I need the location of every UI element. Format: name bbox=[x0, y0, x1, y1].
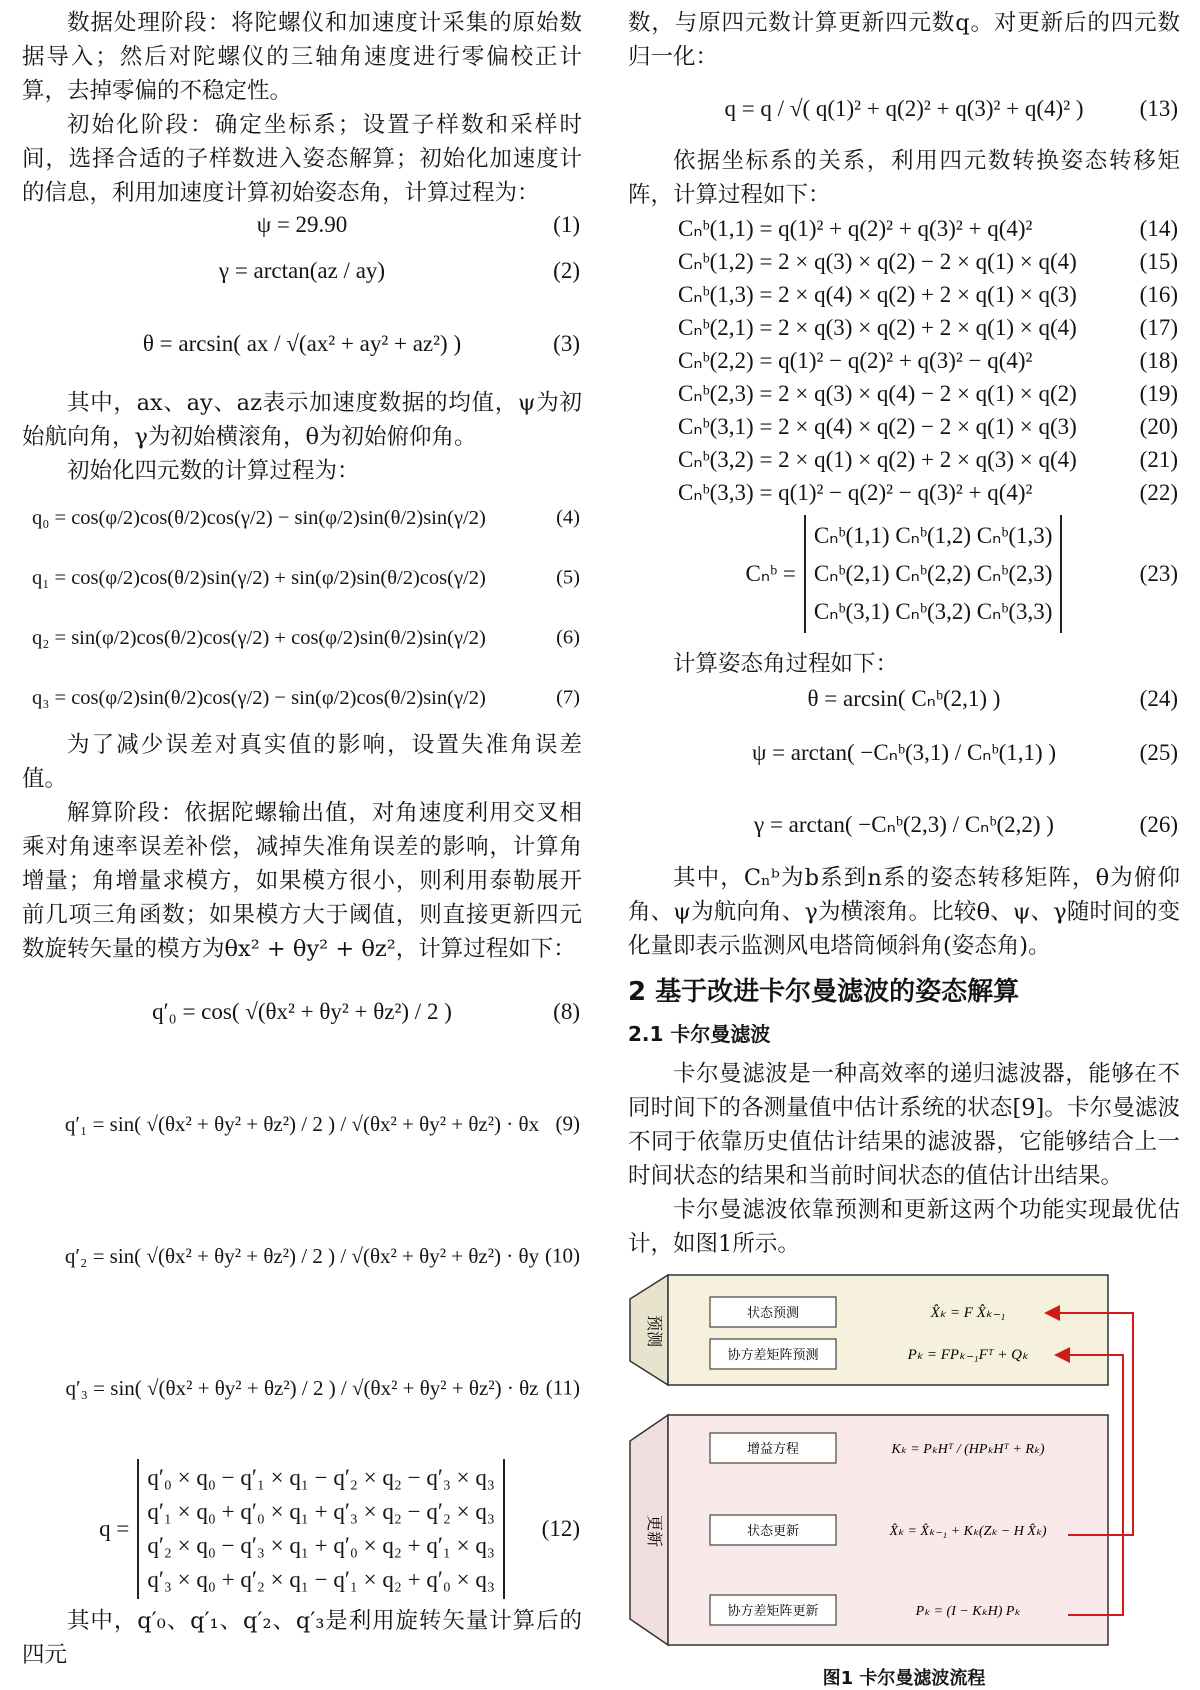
matrix-row: Cₙᵇ(3,1) Cₙᵇ(3,2) Cₙᵇ(3,3) bbox=[813, 599, 1053, 624]
equation-expression: θ = arcsin( Cₙᵇ(2,1) ) bbox=[807, 686, 1001, 711]
right-column bbox=[628, 6, 1180, 1689]
equation-21 bbox=[628, 443, 1180, 476]
equation-number: (17) bbox=[1139, 314, 1178, 340]
state-predict-formula: X̂ₖ = F X̂ₖ₋₁ bbox=[930, 1305, 1006, 1321]
equation-expression: q′₀ = cos( √(θx² + θy² + θz²) / 2 ) bbox=[152, 999, 452, 1024]
equation-20 bbox=[628, 410, 1180, 443]
equation-number: (10) bbox=[545, 1243, 580, 1268]
equation-expression: γ = arctan(az / ay) bbox=[218, 258, 386, 283]
equation-18 bbox=[628, 344, 1180, 377]
equation-23 bbox=[628, 509, 1180, 639]
paragraph: 初始化四元数的计算过程为： bbox=[67, 458, 360, 484]
equation-number: (24) bbox=[1139, 686, 1178, 711]
paragraph: 初始化阶段：确定坐标系；设置子样数和采样时间，选择合适的子样数进入姿态解算；初始化加速度计的信息，利用加速度计算初始姿态角，计算过程为： bbox=[22, 112, 582, 206]
equation-number: (19) bbox=[1139, 380, 1178, 406]
equation-9 bbox=[22, 1058, 582, 1190]
equation-number: (8) bbox=[553, 999, 580, 1024]
paragraph: 计算姿态角过程如下： bbox=[673, 651, 899, 677]
equation-number: (14) bbox=[1139, 215, 1178, 241]
equation-1 bbox=[22, 210, 582, 240]
kalman-flow-diagram bbox=[628, 1269, 1180, 1659]
equation-16 bbox=[628, 278, 1180, 311]
equation-expression: q′₂ = sin( √(θx² + θy² + θz²) / 2 ) / √(θx² + θy² + θz²) · θy bbox=[64, 1243, 540, 1268]
matrix-row: Cₙᵇ(2,1) Cₙᵇ(2,2) Cₙᵇ(2,3) bbox=[813, 561, 1053, 586]
equation-17 bbox=[628, 311, 1180, 344]
predict-label: 预测 bbox=[645, 1314, 664, 1348]
gain-formula: Kₖ = PₖHᵀ / (HPₖHᵀ + Rₖ) bbox=[891, 1442, 1045, 1457]
paragraph: 为了减少误差对真实值的影响，设置失准角误差值。 bbox=[22, 732, 582, 792]
state-update-formula: X̂ₖ = X̂ₖ₋₁ + Kₖ(Zₖ − H X̂ₖ) bbox=[889, 1524, 1047, 1539]
equation-8 bbox=[22, 966, 582, 1058]
subsection-heading: 2.1 卡尔曼滤波 bbox=[628, 1022, 771, 1046]
equation-expression: Cₙᵇ(2,2) = q(1)² − q(2)² + q(3)² − q(4)² bbox=[678, 347, 1033, 373]
equation-number: (4) bbox=[556, 506, 580, 529]
equation-number: (11) bbox=[545, 1375, 580, 1400]
equation-number: (18) bbox=[1139, 347, 1178, 373]
equation-number: (9) bbox=[555, 1111, 580, 1136]
equation-number: (22) bbox=[1139, 479, 1178, 505]
equation-26 bbox=[628, 789, 1180, 861]
equation-10 bbox=[22, 1190, 582, 1322]
transfer-matrix bbox=[804, 515, 1063, 633]
state-predict-label: 状态预测 bbox=[746, 1306, 800, 1321]
paragraph: 数，与原四元数计算更新四元数q。对更新后的四元数归一化： bbox=[628, 10, 1180, 70]
equation-expression: q = q / √( q(1)² + q(2)² + q(3)² + q(4)² ) bbox=[724, 96, 1084, 121]
equation-25 bbox=[628, 717, 1180, 789]
equation-expression: γ = arctan( −Cₙᵇ(2,3) / Cₙᵇ(2,2) ) bbox=[754, 812, 1054, 837]
matrix-row: q′₃ × q₀ + q′₂ × q₁ − q′₁ × q₂ + q′₀ × q₃ bbox=[147, 1567, 495, 1592]
equation-number: (15) bbox=[1139, 248, 1178, 274]
equation-expression: q₂ = sin(φ/2)cos(θ/2)cos(γ/2) + cos(φ/2)sin(θ/2)sin(γ/2) bbox=[32, 626, 486, 649]
equation-expression: q′₃ = sin( √(θx² + θy² + θz²) / 2 ) / √(θx² + θy² + θz²) · θz bbox=[65, 1375, 539, 1400]
equation-number: (1) bbox=[553, 212, 580, 237]
equation-expression: q₃ = cos(φ/2)sin(θ/2)cos(γ/2) − sin(φ/2)cos(θ/2)sin(γ/2) bbox=[32, 686, 486, 709]
paragraph: 依据坐标系的关系，利用四元数转换姿态转移矩阵，计算过程如下： bbox=[628, 148, 1180, 208]
cov-update-formula: Pₖ = (I − KₖH) Pₖ bbox=[915, 1604, 1021, 1619]
equation-number: (16) bbox=[1139, 281, 1178, 307]
equation-number: (21) bbox=[1139, 446, 1178, 472]
equation-7 bbox=[22, 668, 582, 728]
equation-number: (12) bbox=[541, 1516, 580, 1541]
equation-14 bbox=[628, 212, 1180, 245]
paragraph: 数据处理阶段：将陀螺仪和加速度计采集的原始数据导入；然后对陀螺仪的三轴角速度进行零偏校正计算，去掉零偏的不稳定性。 bbox=[22, 10, 582, 104]
equation-number: (2) bbox=[553, 258, 580, 283]
cov-predict-formula: Pₖ = FPₖ₋₁Fᵀ + Qₖ bbox=[907, 1347, 1029, 1363]
paragraph: 其中，ax、ay、az表示加速度数据的均值，ψ为初始航向角，γ为初始横滚角，θ为初始俯仰角。 bbox=[22, 390, 582, 450]
equation-number: (23) bbox=[1139, 561, 1178, 586]
equation-expression: Cₙᵇ(3,2) = 2 × q(1) × q(2) + 2 × q(3) × q(4) bbox=[678, 446, 1077, 472]
equation-5 bbox=[22, 548, 582, 608]
equation-expression: Cₙᵇ(2,1) = 2 × q(3) × q(2) + 2 × q(1) × q(4) bbox=[678, 314, 1077, 340]
figure-caption: 图1 卡尔曼滤波流程 bbox=[822, 1668, 986, 1689]
equation-expression: q₀ = cos(φ/2)cos(θ/2)cos(γ/2) − sin(φ/2)sin(θ/2)sin(γ/2) bbox=[32, 506, 486, 529]
equation-number: (26) bbox=[1139, 812, 1178, 837]
matrix-row: q′₁ × q₀ + q′₀ × q₁ + q′₃ × q₂ − q′₂ × q₃ bbox=[147, 1499, 495, 1524]
equation-number: (25) bbox=[1139, 740, 1178, 765]
paragraph: 解算阶段：依据陀螺输出值，对角速度利用交叉相乘对角速率误差补偿，减掉失准角误差的影响，计算角增量；角增量求模方，如果模方很小，则利用泰勒展开前几项三角函数；如果模方大于阈值，则直接更新四元数旋转矢量的模方为θx² + θy² + θz²，计算过程如下： bbox=[22, 800, 582, 962]
equation-expression: q₁ = cos(φ/2)cos(θ/2)sin(γ/2) + sin(φ/2)sin(θ/2)cos(γ/2) bbox=[32, 566, 486, 589]
equation-number: (7) bbox=[556, 686, 580, 709]
equation-22 bbox=[628, 476, 1180, 509]
quaternion-matrix bbox=[137, 1459, 505, 1599]
equation-expression: ψ = arctan( −Cₙᵇ(3,1) / Cₙᵇ(1,1) ) bbox=[751, 740, 1057, 765]
equation-15 bbox=[628, 245, 1180, 278]
equation-13 bbox=[628, 74, 1180, 144]
equation-number: (13) bbox=[1139, 96, 1178, 121]
equation-expression: Cₙᵇ(3,3) = q(1)² − q(2)² − q(3)² + q(4)² bbox=[678, 479, 1033, 505]
section-heading: 2 基于改进卡尔曼滤波的姿态解算 bbox=[628, 977, 1020, 1007]
equation-4 bbox=[22, 488, 582, 548]
equation-2 bbox=[22, 240, 582, 302]
paragraph: 其中，Cₙᵇ为b系到n系的姿态转移矩阵，θ为俯仰角、ψ为航向角、γ为横滚角。比较θ、ψ、γ随时间的变化量即表示监测风电塔筒倾斜角(姿态角)。 bbox=[628, 865, 1180, 959]
equation-expression: Cₙᵇ(1,2) = 2 × q(3) × q(2) − 2 × q(1) × q(4) bbox=[678, 248, 1077, 274]
equation-expression: Cₙᵇ(1,3) = 2 × q(4) × q(2) + 2 × q(1) × q(3) bbox=[678, 281, 1077, 307]
state-update-label: 状态更新 bbox=[746, 1524, 800, 1539]
gain-label: 增益方程 bbox=[746, 1442, 800, 1457]
equation-11 bbox=[22, 1322, 582, 1454]
equation-number: (3) bbox=[553, 331, 580, 356]
paragraph: 其中，q′₀、q′₁、q′₂、q′₃是利用旋转矢量计算后的四元 bbox=[22, 1608, 582, 1668]
equation-3 bbox=[22, 302, 582, 386]
paragraph: 卡尔曼滤波依靠预测和更新这两个功能实现最优估计，如图1所示。 bbox=[628, 1197, 1180, 1257]
update-label: 更新 bbox=[645, 1514, 664, 1548]
equation-expression: Cₙᵇ(2,3) = 2 × q(3) × q(4) − 2 × q(1) × q(2) bbox=[678, 380, 1077, 406]
equation-12 bbox=[22, 1454, 582, 1604]
cov-predict-label: 协方差矩阵预测 bbox=[727, 1348, 819, 1363]
equation-expression: ψ = 29.90 bbox=[256, 212, 348, 237]
equation-lhs: Cₙᵇ = bbox=[745, 561, 796, 586]
paragraph: 卡尔曼滤波是一种高效率的递归滤波器，能够在不同时间下的各测量值中估计系统的状态[9]。卡尔曼滤波不同于依靠历史值估计结果的滤波器，它能够结合上一时间状态的结果和当前时间状态的值估计出结果。 bbox=[628, 1061, 1180, 1189]
equation-6 bbox=[22, 608, 582, 668]
equation-number: (20) bbox=[1139, 413, 1178, 439]
left-column bbox=[22, 6, 582, 1672]
equation-lhs: q = bbox=[99, 1516, 130, 1541]
equation-expression: Cₙᵇ(1,1) = q(1)² + q(2)² + q(3)² + q(4)² bbox=[678, 215, 1033, 241]
equation-expression: θ = arcsin( ax / √(ax² + ay² + az²) ) bbox=[142, 331, 462, 356]
equation-19 bbox=[628, 377, 1180, 410]
equation-number: (6) bbox=[556, 626, 580, 649]
equation-expression: Cₙᵇ(3,1) = 2 × q(4) × q(2) − 2 × q(1) × q(3) bbox=[678, 413, 1077, 439]
equation-24 bbox=[628, 681, 1180, 717]
matrix-row: q′₂ × q₀ − q′₃ × q₁ + q′₀ × q₂ + q′₁ × q₃ bbox=[147, 1533, 495, 1558]
matrix-row: q′₀ × q₀ − q′₁ × q₁ − q′₂ × q₂ − q′₃ × q₃ bbox=[147, 1465, 495, 1490]
matrix-row: Cₙᵇ(1,1) Cₙᵇ(1,2) Cₙᵇ(1,3) bbox=[813, 523, 1053, 548]
kalman-flow-figure bbox=[628, 1269, 1180, 1689]
equation-expression: q′₁ = sin( √(θx² + θy² + θz²) / 2 ) / √(θx² + θy² + θz²) · θx bbox=[64, 1111, 540, 1136]
equation-number: (5) bbox=[556, 566, 580, 589]
cov-update-label: 协方差矩阵更新 bbox=[727, 1604, 819, 1619]
